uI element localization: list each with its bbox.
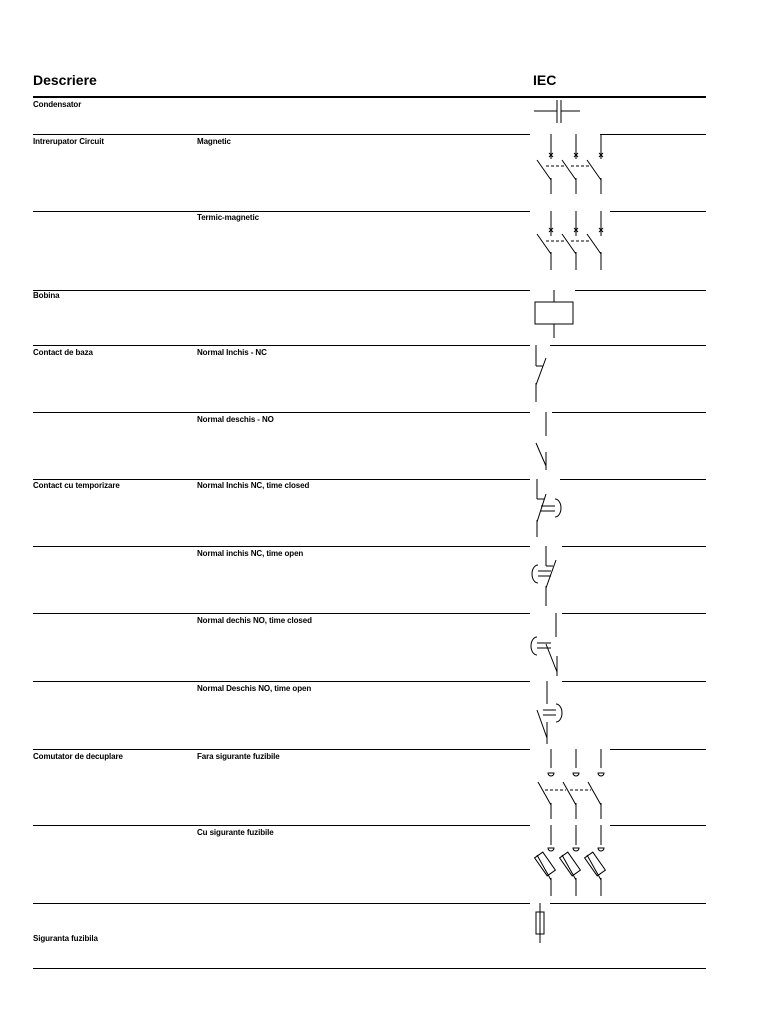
- row-6-subtype: Normal deschis - NO: [197, 415, 274, 424]
- row-13-category: Siguranta fuzibila: [33, 934, 98, 943]
- no-contact-icon: [536, 412, 546, 470]
- row-1-category: Condensator: [33, 100, 82, 109]
- capacitor-icon: [534, 100, 580, 123]
- row-2-subtype: Magnetic: [197, 137, 231, 146]
- row-5-category: Contact de baza: [33, 348, 93, 357]
- column-header-iec: IEC: [533, 72, 557, 88]
- disconnect-switch-icon: [538, 749, 604, 819]
- no-time-closed-contact-icon: [531, 613, 557, 676]
- no-time-open-contact-icon: [537, 681, 562, 744]
- thermal-magnetic-circuit-breaker-icon: [537, 211, 603, 270]
- row-3-subtype: Termic-magnetic: [197, 213, 259, 222]
- fused-disconnect-switch-icon: [535, 825, 606, 896]
- nc-time-open-contact-icon: [532, 546, 556, 606]
- row-10-subtype: Normal Deschis NO, time open: [197, 684, 312, 693]
- row-12-subtype: Cu sigurante fuzibile: [197, 828, 274, 837]
- magnetic-circuit-breaker-icon: [537, 134, 603, 194]
- nc-time-closed-contact-icon: [537, 479, 561, 537]
- fuse-icon: [536, 903, 544, 943]
- row-11-subtype: Fara sigurante fuzibile: [197, 752, 280, 761]
- row-7-subtype: Normal Inchis NC, time closed: [197, 481, 310, 490]
- row-11-category: Comutator de decuplare: [33, 752, 123, 761]
- row-2-category: Intrerupator Circuit: [33, 137, 104, 146]
- row-4-category: Bobina: [33, 291, 60, 300]
- column-header-description: Descriere: [33, 72, 97, 88]
- row-9-subtype: Normal dechis NO, time closed: [197, 616, 312, 625]
- nc-contact-icon: [536, 345, 546, 402]
- row-8-subtype: Normal inchis NC, time open: [197, 549, 304, 558]
- row-7-category: Contact cu temporizare: [33, 481, 120, 490]
- row-5-subtype: Normal Inchis - NC: [197, 348, 267, 357]
- coil-icon: [535, 290, 573, 338]
